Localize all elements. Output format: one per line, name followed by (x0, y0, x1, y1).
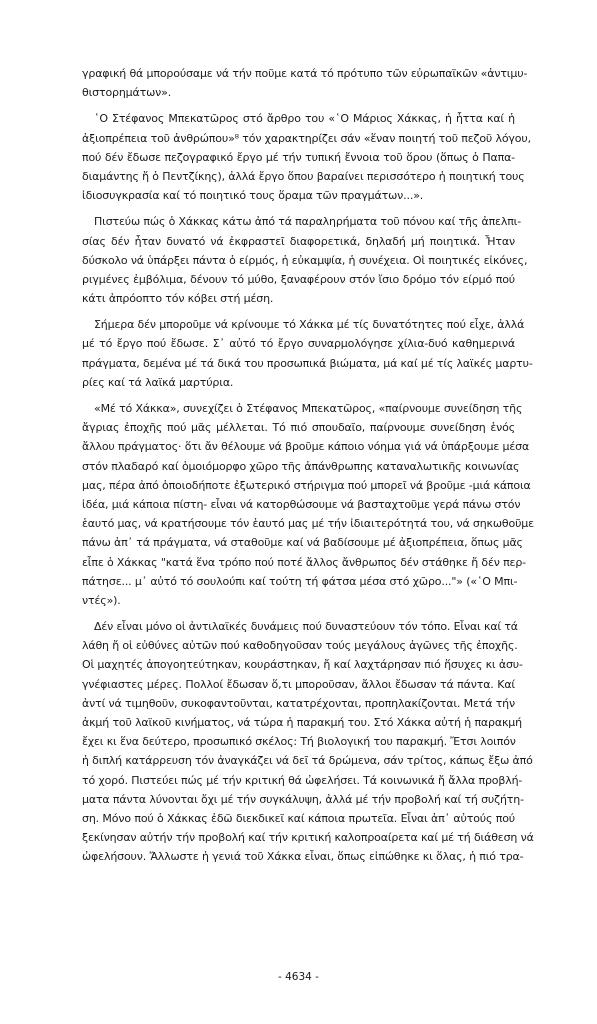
page-number: - 4634 - (278, 971, 319, 983)
text-line: Οἱ μαχητές ἀπογοητεύτηκαν, κουράστηκαν, ἤ καί λαχτάρησαν πιό ἥσυχες κι ἀσυ- (82, 658, 523, 672)
text-line: ἀντί νά τιμηθοῦν, συκοφαντοῦνται, κατατρέχονται, προπηλακίζονται. Μετά τήν (82, 696, 515, 710)
paragraph (82, 617, 534, 866)
text-line: Πιστεύω πώς ὁ Χάκκας κάτω ἀπό τά παραληρήματα τοῦ πόνου καί τῆς ἀπελπι- (94, 215, 522, 229)
paragraph-gap (82, 308, 515, 315)
paragraph (82, 64, 528, 102)
text-line: ἄλλου πράγματος· ὅτι ἄν θέλουμε νά βροῦμε κάποιο νόημα γιά νά ὑπάρξουμε μέσα (82, 440, 530, 454)
paragraph (82, 109, 531, 205)
text-line: θιστορημάτων». (82, 86, 172, 100)
paragraph-gap (82, 102, 515, 109)
text-line: ἀξιοπρέπεια τοῦ ἀνθρώπου»⁸ τόν χαρακτηρίζει σάν «ἕναν ποιητή τοῦ πεζοῦ λόγου, (82, 131, 531, 145)
text-line: λάθη ἤ οἱ εὐθύνες αὐτῶν πού καθοδηγοῦσαν τούς μεγάλους ἀγῶνες τῆς ἐποχῆς. (82, 639, 518, 653)
text-line: Σήμερα δέν μποροῦμε νά κρίνουμε τό Χάκκα μέ τίς δυνατότητες πού εἶχε, ἀλλά (94, 318, 525, 332)
text-line: πάνω ἀπ᾽ τά πράγματα, νά σταθοῦμε καί νά βαδίσουμε μέ ἀξιοπρέπεια, ὅπως μᾶς (82, 536, 523, 550)
text-line: ματα πάντα λύνονται ὄχι μέ τήν συγκάλυψη, ἀλλά μέ τήν προβολή καί τή συζήτη- (82, 792, 524, 806)
text-line: ὠφελήσουν. Ἄλλωστε ἡ γενιά τοῦ Χάκκα εἶναι, ὅπως εἰπώθηκε κι ὅλας, ἡ πιό τρα- (82, 850, 524, 864)
text-line: ἰδιοσυγκρασία καί τό ποιητικό τους ὅραμα τῶν πραγμάτων...». (82, 189, 424, 203)
text-line: ση. Μόνο πού ὁ Χάκκας ἐδῶ διεκδικεῖ καί κάποια πρωτεῖα. Εἶναι ἀπ᾽ αὐτούς πού (82, 811, 515, 825)
text-line: ἑαυτό μας, νά κρατήσουμε τόν ἑαυτό μας μέ τήν ἰδιαιτερότητά του, νά σηκωθοῦμε (82, 517, 534, 531)
text-line: μέ τό ἔργο πού ἔδωσε. Σ᾽ αὐτό τό ἔργο συναρμολόγησε χίλια-δυό καθημερινά (82, 337, 515, 351)
text-line: τό χορό. Πιστεύει πώς μέ τήν κριτική θά ὠφελήσει. Τά κοινωνικά ἤ ἄλλα προβλή- (82, 773, 523, 787)
text-line: ῾Ο Στέφανος Μπεκατῶρος στό ἄρθρο του «῾Ο Μάριος Χάκκας, ἡ ἧττα καί ἡ (94, 112, 515, 126)
paragraph (82, 315, 533, 392)
text-line: ριγμένες ἐμβόλιμα, δένουν τό μύθο, ξαναφέρουν στόν ἴσιο δρόμο τόν είρμό πού (82, 272, 515, 286)
text-line: κάτι ἀπρόοπτο τόν κόβει στή μέση. (82, 292, 274, 306)
text-line: γνέφιαστες μέρες. Πολλοί ἔδωσαν ὅ,τι μποροῦσαν, ἄλλοι ἔδωσαν τά πάντα. Καί (82, 677, 515, 691)
text-line: ἔχει κι ἕνα δεύτερο, προσωπικό σκέλος: Τή βιολογική του παρακμή. Ἔτσι λοιπόν (82, 735, 516, 749)
text-line: δύσκολο νά ὑπάρξει πάντα ὁ είρμός, ἡ εὐκαμψία, ἡ συνέχεια. Οἱ ποιητικές εἰκόνες, (82, 253, 528, 267)
paragraph-gap (82, 392, 515, 399)
paragraph (82, 399, 534, 610)
text-line: πού δέν ἔδωσε πεζογραφικό ἔργο μέ τήν τυπική ἔννοια τοῦ ὅρου (ὅπως ὁ Παπα- (82, 150, 515, 164)
text-line: ρίες καί τά λαϊκά μαρτύρια. (82, 375, 234, 389)
text-line: Δέν εἶναι μόνο οἱ ἀντιλαϊκές δυνάμεις πού δυναστεύουν τόν τόπο. Εἶναι καί τά (94, 620, 518, 634)
text-line: πάτησε... μ᾽ αὐτό τό σουλούπι καί τούτη τή φάτσα μέσα στό χῶρο..."» («῾Ο Μπι- (82, 574, 518, 588)
body-text (82, 64, 534, 867)
text-line: διαμάντης ἤ ὁ Πεντζίκης), ἀλλά ἔργο ὅπου βαραίνει περισσότερο ἡ ποιητική τους (82, 169, 525, 183)
text-line: ἰδέα, μιά κάποια πίστη- εἶναι νά κατορθώσουμε νά βασταχτοῦμε γερά πάνω στόν (82, 497, 521, 511)
paragraph-gap (82, 610, 515, 617)
paragraph (82, 212, 528, 308)
text-line: ντές»). (82, 593, 121, 607)
text-line: στόν πλαδαρό καί ὁμοιόμορφο χῶρο τῆς ἀπάνθρωπης καταναλωτικῆς κοινωνίας (82, 459, 520, 473)
text-line: «Μέ τό Χάκκα», συνεχίζει ὁ Στέφανος Μπεκατῶρος, «παίρνουμε συνείδηση τῆς (94, 402, 523, 415)
paragraph-gap (82, 205, 515, 212)
text-line: εἶπε ὁ Χάκκας "κατά ἕνα τρόπο πού ποτέ ἄλλος ἄνθρωπος δέν στάθηκε ἤ δέν περ- (82, 555, 527, 569)
text-line: ξεκίνησαν αὐτήν τήν προβολή καί τήν κριτική καλοπροαίρετα καί μέ τή διάθεση νά (82, 831, 534, 845)
text-line: ἀκμή τοῦ λαϊκοῦ κινήματος, νά τώρα ἡ παρακμή του. Στό Χάκκα αὐτή ἡ παρακμή (82, 716, 522, 729)
text-line: πράγματα, δεμένα μέ τά δικά του προσωπικά βιώματα, μά καί μέ τίς λαϊκές μαρτυ- (82, 356, 533, 370)
text-line: σίας δέν ἦταν δυνατό νά ἐκφραστεῖ διαφορετικά, δηλαδή μή ποιητικά. Ἦταν (82, 234, 515, 248)
text-line: ἡ διπλή κατάρρευση τόν ἀναγκάζει νά δεῖ τά δρώμενα, σάν τρίτος, κάπως ἔξω ἀπό (82, 754, 533, 768)
text-line: μας, πέρα ἀπό ὁποιοδήποτε ἐξωτερικό στήριγμα πού μπορεῖ νά βροῦμε -μιά κάποια (82, 478, 531, 492)
text-line: γραφική θά μπορούσαμε νά τήν ποῦμε κατά τό πρότυπο τῶν εὐρωπαϊκῶν «ἀντιμυ- (82, 67, 528, 80)
text-line: ἄγριας ἐποχῆς πού μᾶς μέλλεται. Τό πιό σπουδαῖο, παίρνουμε συνείδηση ἑνός (82, 421, 515, 435)
